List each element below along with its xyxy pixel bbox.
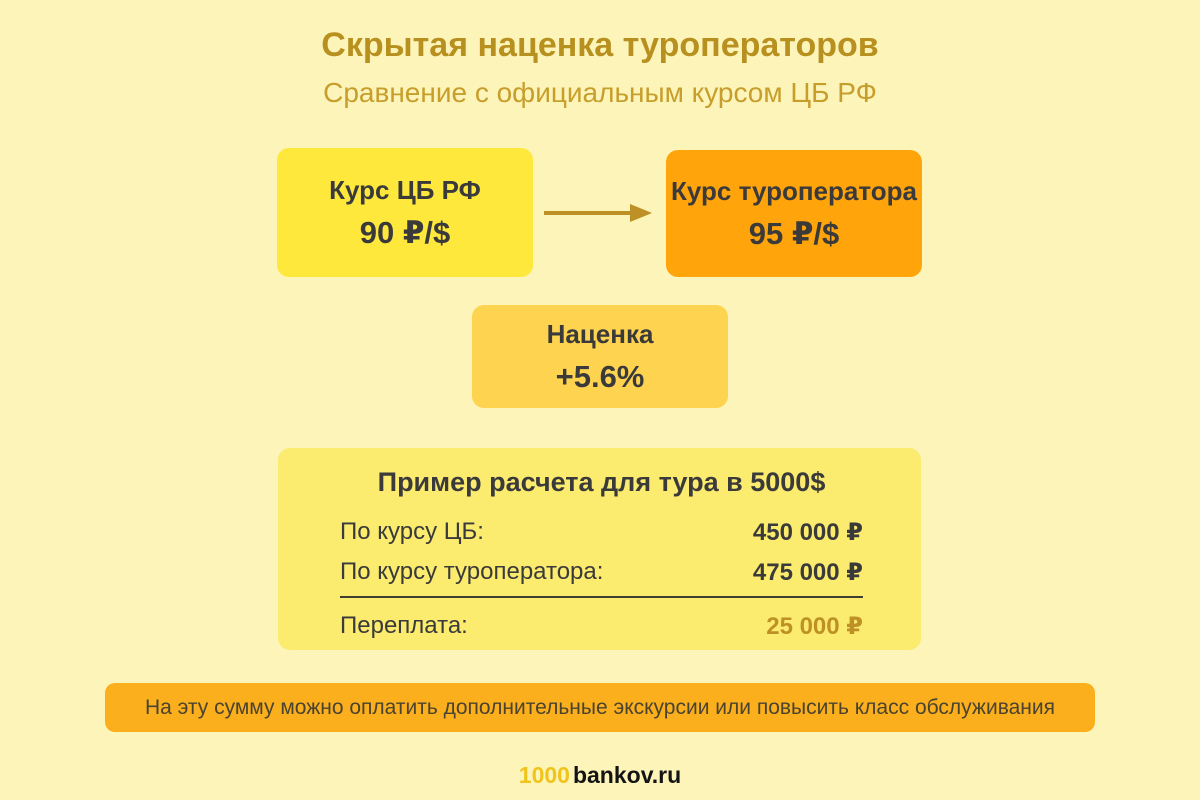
site-branding [0,762,1200,789]
calc-row-cb-label: По курсу ЦБ: [340,518,484,545]
calc-row-total-label: Переплата: [340,612,468,639]
brand-prefix: 1000 [518,762,570,788]
cb-rate-label: Курс ЦБ РФ [329,174,481,205]
operator-rate-box [666,150,922,277]
markup-value: +5.6% [555,358,645,394]
totals-divider [340,596,863,598]
calculation-card [278,448,921,650]
page-subtitle: Сравнение с официальным курсом ЦБ РФ [323,77,877,108]
calc-row-cb-value: 450 000 ₽ [752,518,863,546]
cb-rate-value: 90 ₽/$ [359,214,451,250]
markup-box [472,305,728,408]
page-title: Скрытая наценка туроператоров [321,26,879,64]
calc-row-operator-value: 475 000 ₽ [752,558,863,586]
calc-row-operator [340,552,863,592]
operator-rate-value: 95 ₽/$ [748,215,840,251]
footer-note-banner [105,683,1095,732]
cb-rate-box [277,148,533,277]
calc-row-total-value: 25 000 ₽ [766,612,863,640]
arrow-right-icon [542,199,654,227]
footer-note-text: На эту сумму можно оплатить дополнительные экскурсии или повысить класс обслуживания [144,695,1055,719]
markup-label: Наценка [546,318,654,349]
brand-suffix: bankov.ru [572,762,682,788]
calc-row-cb [340,512,863,552]
calc-row-operator-label: По курсу туроператора: [340,558,604,585]
calculation-title: Пример расчета для тура в 5000$ [377,467,826,497]
operator-rate-label: Курс туроператора [671,175,917,206]
calc-row-total [340,606,863,646]
